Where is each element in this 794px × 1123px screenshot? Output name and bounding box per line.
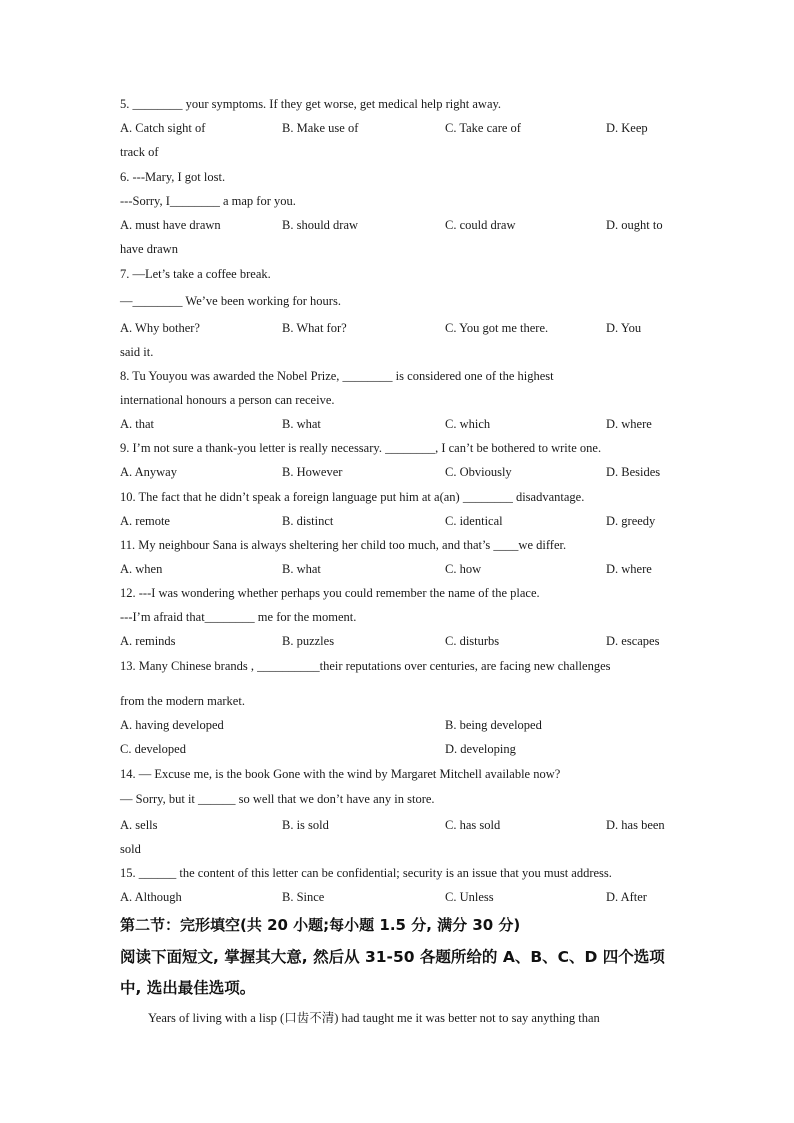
q7-option-b: B. What for? (282, 321, 347, 335)
q7-stem: 7. —Let’s take a coffee break. (120, 267, 271, 281)
q10-option-a: A. remote (120, 514, 170, 528)
passage-line-1: Years of living with a lisp (口齿不清) had taught me it was better not to say anything than (148, 1011, 600, 1025)
q13-option-c: C. developed (120, 742, 186, 756)
q7-option-d: D. You (606, 321, 642, 335)
q11-option-c: C. how (445, 562, 482, 576)
q13-option-a: A. having developed (120, 718, 224, 732)
q13-stem-2: from the modern market. (120, 694, 245, 708)
section-heading: 第二节：完形填空(共 20 小题;每小题 1.5 分, 满分 30 分) (120, 916, 521, 934)
q15-option-c: C. Unless (445, 890, 494, 904)
q14-option-d-wrap: sold (120, 842, 141, 856)
q5-option-b: B. Make use of (282, 121, 359, 135)
q11-stem: 11. My neighbour Sana is always sheltering her child too much, and that’s ____we differ. (120, 538, 567, 552)
q9-option-b: B. However (282, 465, 343, 479)
q15-option-d: D. After (606, 890, 647, 904)
q8-option-d: D. where (606, 417, 652, 431)
q8-stem: 8. Tu Youyou was awarded the Nobel Prize, ________ is considered one of the highest (120, 369, 554, 383)
q12-option-b: B. puzzles (282, 634, 335, 648)
q7-option-d-wrap: said it. (120, 345, 154, 359)
q14-stem: 14. — Excuse me, is the book Gone with the wind by Margaret Mitchell available now? (120, 767, 561, 781)
q12-option-c: C. disturbs (445, 634, 500, 648)
q6-stem: 6. ---Mary, I got lost. (120, 170, 226, 184)
q8-option-a: A. that (120, 417, 155, 431)
section-instruction-line-1: 阅读下面短文, 掌握其大意, 然后从 31-50 各题所给的 A、B、C、D 四个选项 (120, 948, 665, 966)
q6-option-a: A. must have drawn (120, 218, 221, 232)
q11-option-b: B. what (282, 562, 321, 576)
q14-stem-2: — Sorry, but it ______ so well that we don’t have any in store. (120, 792, 435, 806)
q15-stem: 15. ______ the content of this letter can be confidential; security is an issue that you must address. (120, 866, 612, 880)
q15-option-a: A. Although (120, 890, 182, 904)
q5-option-d-wrap: track of (120, 145, 159, 159)
q9-option-c: C. Obviously (445, 465, 512, 479)
q13-stem: 13. Many Chinese brands , __________their reputations over centuries, are facing new challenges (120, 659, 611, 673)
q13-option-d: D. developing (445, 742, 516, 756)
q5-stem: 5. ________ your symptoms. If they get worse, get medical help right away. (120, 97, 502, 111)
q8-stem-2: international honours a person can receive. (120, 393, 335, 407)
q12-stem: 12. ---I was wondering whether perhaps you could remember the name of the place. (120, 586, 540, 600)
q8-option-c: C. which (445, 417, 491, 431)
q5-option-a: A. Catch sight of (120, 121, 206, 135)
q10-option-c: C. identical (445, 514, 503, 528)
q13-option-b: B. being developed (445, 718, 542, 732)
q15-option-b: B. Since (282, 890, 325, 904)
section-instruction-line-2: 中, 选出最佳选项。 (120, 979, 256, 997)
q10-stem: 10. The fact that he didn’t speak a foreign language put him at a(an) ________ disadvantage. (120, 490, 585, 504)
q9-option-d: D. Besides (606, 465, 661, 479)
q7-option-c: C. You got me there. (445, 321, 549, 335)
q12-option-a: A. reminds (120, 634, 176, 648)
q11-option-d: D. where (606, 562, 652, 576)
q5-option-c: C. Take care of (445, 121, 521, 135)
q12-option-d: D. escapes (606, 634, 660, 648)
q11-option-a: A. when (120, 562, 163, 576)
q10-option-b: B. distinct (282, 514, 334, 528)
q6-stem-2: ---Sorry, I________ a map for you. (120, 194, 296, 208)
q6-option-b: B. should draw (282, 218, 359, 232)
q14-option-d: D. has been (606, 818, 665, 832)
q10-option-d: D. greedy (606, 514, 656, 528)
q6-option-d: D. ought to (606, 218, 663, 232)
q6-option-c: C. could draw (445, 218, 516, 232)
q7-option-a: A. Why bother? (120, 321, 200, 335)
q9-stem: 9. I’m not sure a thank-you letter is really necessary. ________, I can’t be bothered to write one. (120, 441, 602, 455)
q12-stem-2: ---I’m afraid that________ me for the moment. (120, 610, 357, 624)
q14-option-c: C. has sold (445, 818, 501, 832)
q14-option-b: B. is sold (282, 818, 329, 832)
q9-option-a: A. Anyway (120, 465, 177, 479)
q5-option-d: D. Keep (606, 121, 648, 135)
q6-option-d-wrap: have drawn (120, 242, 178, 256)
q14-option-a: A. sells (120, 818, 158, 832)
q7-stem-2: —________ We’ve been working for hours. (120, 294, 341, 308)
q8-option-b: B. what (282, 417, 321, 431)
